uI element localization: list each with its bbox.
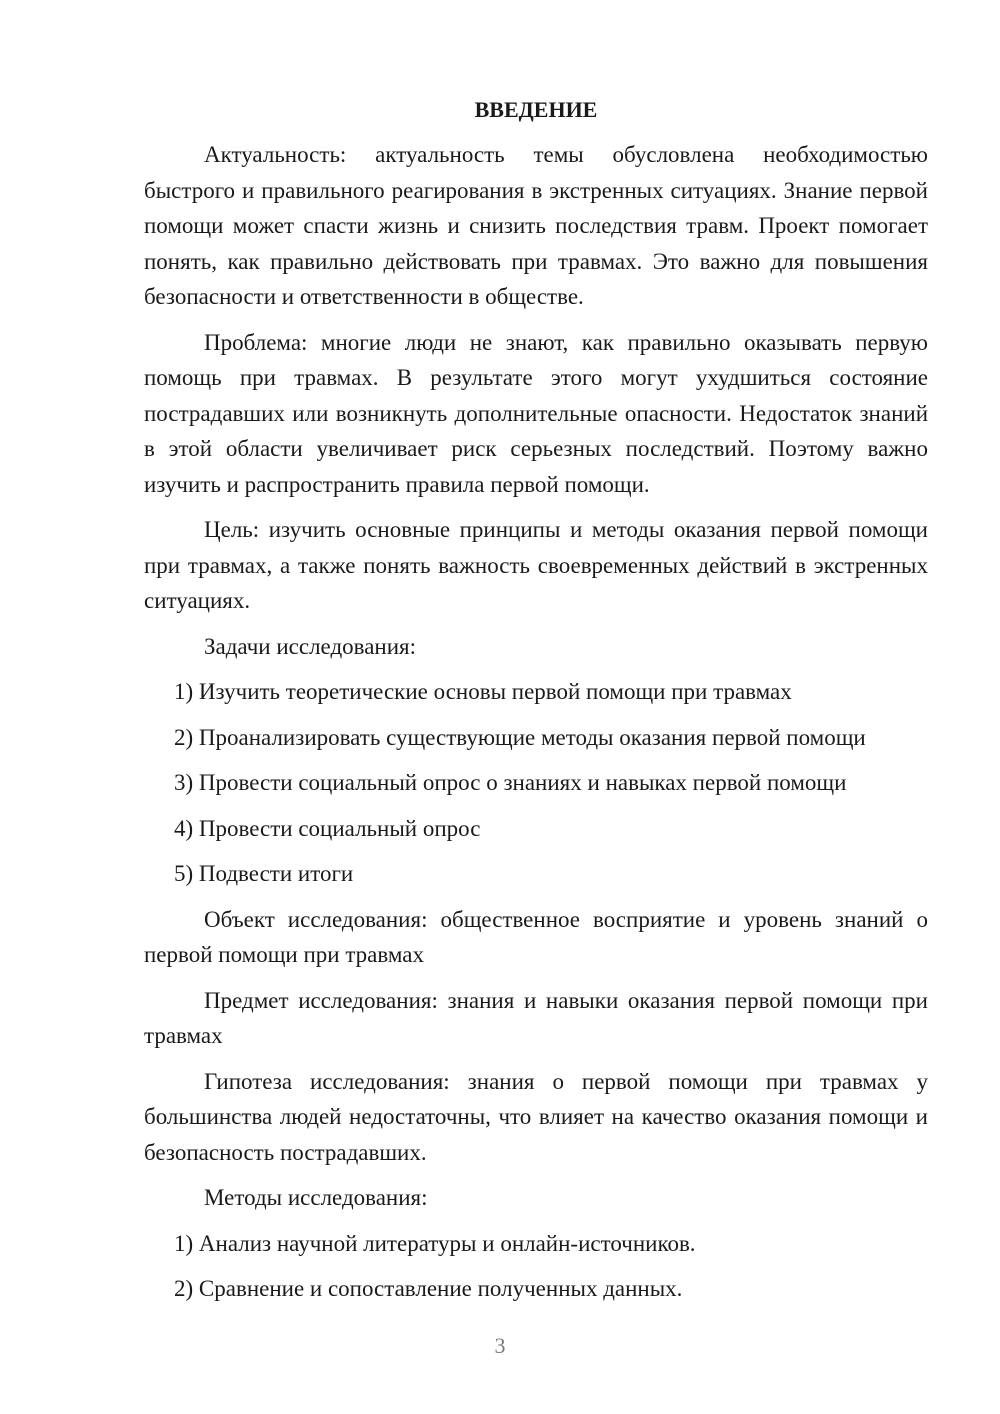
- page-number: 3: [494, 1333, 506, 1358]
- page-content: [144, 92, 928, 1317]
- goal-paragraph: Цель: изучить основные принципы и методы оказания первой помощи при травмах, а также понять важность своевременных действий в экстренных ситуациях.: [144, 517, 928, 613]
- tasks-heading: Задачи исследования:: [204, 633, 417, 659]
- page-title: ВВЕДЕНИЕ: [474, 97, 598, 122]
- relevance-paragraph: Актуальность: актуальность темы обусловлена необходимостью быстрого и правильного реагирования в экстренных ситуациях. Знание первой помощи может спасти жизнь и снизить последствия травм. Проект помогает понять, как правильно действовать при травмах. Это важно для повышения безопасности и ответственности в обществе.: [144, 142, 928, 309]
- hypothesis-paragraph: Гипотеза исследования: знания о первой помощи при травмах у большинства людей недостаточны, что влияет на качество оказания помощи и безопасность пострадавших.: [144, 1068, 928, 1165]
- method-item-2: 2) Сравнение и сопоставление полученных данных.: [174, 1276, 683, 1301]
- subject-paragraph: Предмет исследования: знания и навыки оказания первой помощи при травмах: [144, 987, 928, 1048]
- task-item-3: 3) Провести социальный опрос о знаниях и навыках первой помощи: [174, 770, 847, 795]
- task-item-5: 5) Подвести итоги: [174, 861, 354, 886]
- task-item-2: 2) Проанализировать существующие методы оказания первой помощи: [174, 724, 866, 750]
- problem-paragraph: Проблема: многие люди не знают, как правильно оказывать первую помощь при травмах. В результате этого могут ухудшиться состояние пострадавших или возникнуть дополнительные опасности. Недостаток знаний в этой области увеличивает риск серьезных последствий. Поэтому важно изучить и распространить правила первой помощи.: [144, 329, 928, 497]
- object-paragraph: Объект исследования: общественное восприятие и уровень знаний о первой помощи при травмах: [144, 906, 928, 967]
- methods-heading: Методы исследования:: [204, 1185, 428, 1210]
- task-item-4: 4) Провести социальный опрос: [174, 815, 481, 841]
- method-item-1: 1) Анализ научной литературы и онлайн-источников.: [174, 1230, 696, 1256]
- task-item-1: 1) Изучить теоретические основы первой помощи при травмах: [174, 679, 792, 704]
